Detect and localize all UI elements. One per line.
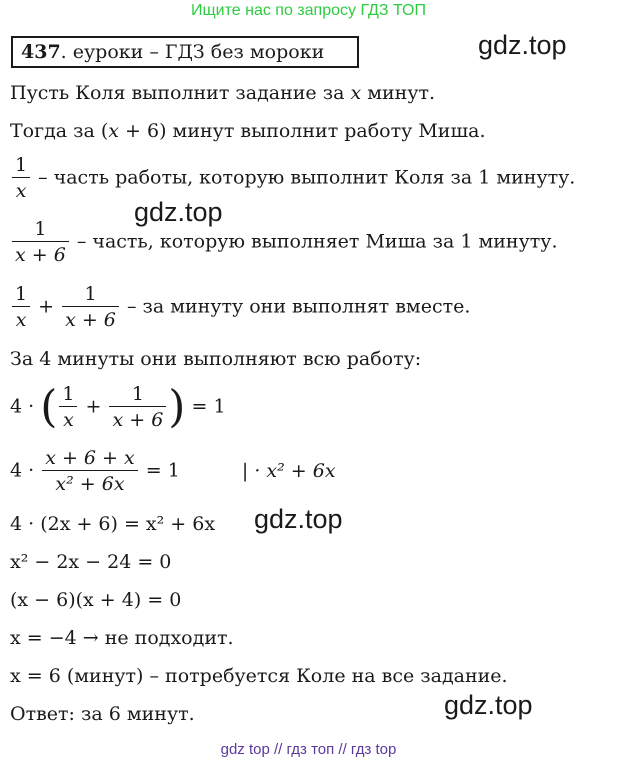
solution-line-3: $\frac{1}{x}$ – часть работы, которую выполнит Коля за 1 минуту. [10,153,575,204]
exercise-header [11,36,359,68]
multiply-note: | · x² + 6x [241,459,336,482]
solution-line-12: x = −4 → не подходит. [10,627,234,649]
solution-line-9: 4 · (2x + 6) = x² + 6x [10,513,216,535]
solution-line-11: (x − 6)(x + 4) = 0 [10,589,182,611]
fraction-equation: $\frac{x + 6 + x}{\text{x² + 6x}}$ [42,446,138,497]
solution-line-2: Тогда за (x + 6) минут выполнит работу Миша. [10,120,486,142]
solution-line-7: 4 · ( $\frac{1}{x}$ + $\frac{1}{x + 6}$ ) = 1 [10,381,226,433]
fraction-1-over-x: $\frac{1}{x}$ [12,153,30,204]
exercise-title: . еуроки – ГДЗ без мороки [60,41,325,63]
solution-line-8: 4 · $\frac{x + 6 + x}{\text{x² + 6x}}$ = 1 | · x² + 6x [10,447,336,495]
watermark: gdz.top [478,30,567,60]
fraction-1-over-x: $\frac{1}{x}$ [59,382,77,433]
answer-line: Ответ: за 6 минут. [10,703,195,725]
fraction-1-over-x: $\frac{1}{x}$ [12,282,30,333]
solution-line-6: За 4 минуты они выполняют всю работу: [10,348,422,370]
fraction-1-over-x-plus-6: $\frac{1}{x + 6}$ [62,282,119,333]
search-banner[interactable]: Ищите нас по запросу ГДЗ ТОП [191,2,426,19]
fraction-1-over-x-plus-6: $\frac{1}{x + 6}$ [12,217,69,268]
footer-links[interactable]: gdz top // гдз топ // гдз top [220,741,397,758]
solution-line-13: x = 6 (минут) – потребуется Коле на все задание. [10,665,508,687]
exercise-number: 437 [21,41,61,63]
solution-line-4: $\frac{1}{x + 6}$ – часть, которую выполняет Миша за 1 минуту. [10,217,558,268]
watermark: gdz.top [444,690,533,720]
watermark: gdz.top [134,197,223,227]
solution-line-1: Пусть Коля выполнит задание за x минут. [10,82,436,104]
fraction-1-over-x-plus-6: $\frac{1}{x + 6}$ [109,382,166,433]
watermark: gdz.top [254,504,343,534]
solution-line-10: x² − 2x − 24 = 0 [10,551,172,573]
solution-line-5: $\frac{1}{x}$ + $\frac{1}{x + 6}$ – за минуту они выполнят вместе. [10,282,470,333]
